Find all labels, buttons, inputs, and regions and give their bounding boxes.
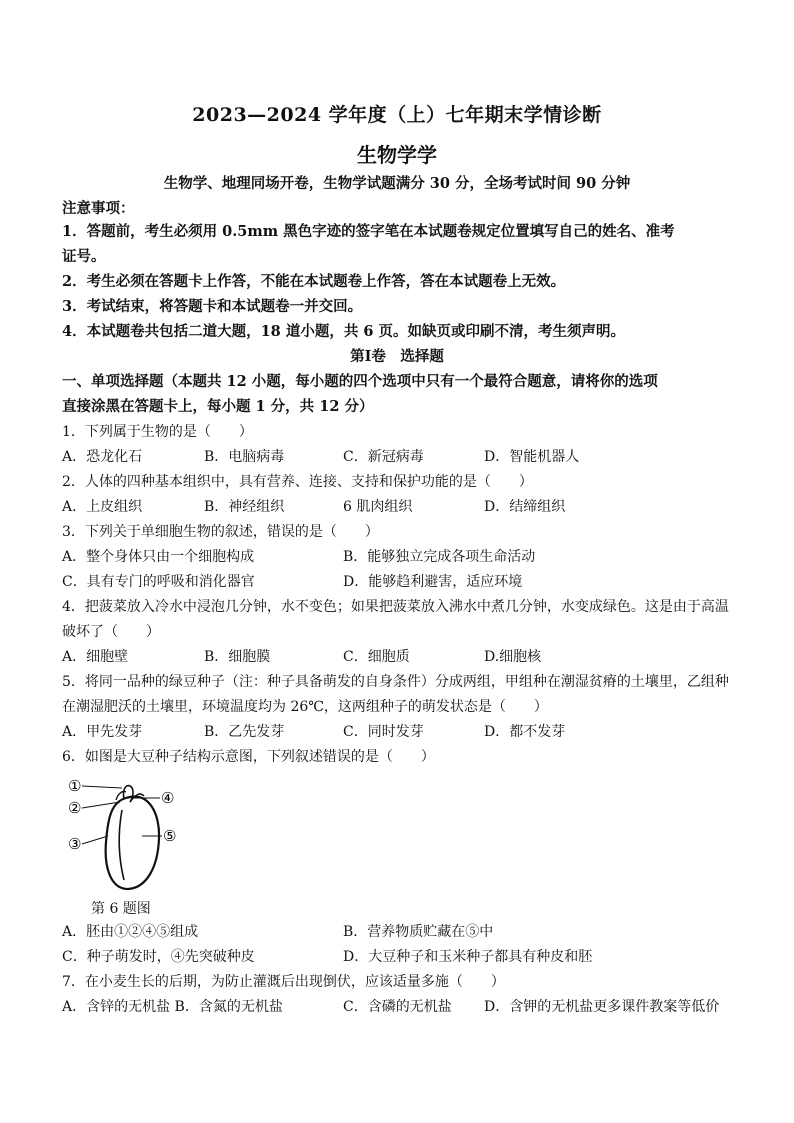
option-a: A．整个身体只由一个细胞构成 [62,549,255,565]
option-a: A．含锌的无机盐 B．含氮的无机盐 [62,999,283,1015]
option-a: A．细胞壁 [62,649,129,665]
option-d: D．能够趋利避害，适应环境 [343,574,523,590]
option-d: D．智能机器人 [484,449,580,465]
label-2: ② [68,799,82,817]
option-c: C．新冠病毒 [343,449,424,465]
exam-intro: 生物学、地理同场开卷，生物学试题满分 30 分，全场考试时间 90 分钟 [163,175,631,192]
option-d: D．都不发芽 [484,724,566,740]
option-c: C．细胞质 [343,649,410,665]
question-stem: 3．下列关于单细胞生物的叙述，错误的是（ ） [62,524,379,540]
option-a: A．上皮组织 [62,499,143,515]
cotyledon-line [119,810,124,880]
exam-title: 2023—2024 学年度（上）七年期末学情诊断 [192,104,602,126]
exam-subject: 生物学学 [357,143,437,167]
question-stem: 5．将同一品种的绿豆种子（注：种子具备萌发的自身条件）分成两组，甲组种在潮湿贫瘠的土壤里，乙组种 [62,674,729,690]
option-b: B．营养物质贮藏在⑤中 [343,924,494,940]
option-c: C．含磷的无机盐 [343,999,452,1015]
option-b: B．细胞膜 [204,649,271,665]
question-stem: 6．如图是大豆种子结构示意图，下列叙述错误的是（ ） [62,749,435,765]
soybean-seed-diagram [64,776,194,894]
section-heading: 直接涂黑在答题卡上，每小题 1 分，共 12 分） [62,398,374,415]
question-stem: 破坏了（ ） [62,624,160,640]
section-heading: 一、单项选择题（本题共 12 小题，每小题的四个选项中只有一个最符合题意，请将你的选项 [62,373,658,390]
label-4: ④ [161,789,175,807]
option-b: B．乙先发芽 [204,724,285,740]
option-c: C．同时发芽 [343,724,424,740]
question-stem: 2．人体的四种基本组织中，具有营养、连接、支持和保护功能的是（ ） [62,474,533,490]
option-c: C．具有专门的呼吸和消化器官 [62,574,255,590]
option-b: B．能够独立完成各项生命活动 [343,549,536,565]
option-d: D．大豆种子和玉米种子都具有种皮和胚 [343,949,593,965]
option-c: 6 肌肉组织 [343,499,413,515]
option-d: D.细胞核 [484,649,542,665]
option-d: D．结缔组织 [484,499,566,515]
option-d: D．含钾的无机盐更多课件教案等低价 [484,999,720,1015]
option-b: B．神经组织 [204,499,285,515]
option-a: A．甲先发芽 [62,724,143,740]
option-c: C．种子萌发时，④先突破种皮 [62,949,255,965]
notes-heading: 注意事项： [62,200,135,217]
question-stem: 在潮湿肥沃的土壤里，环境温度均为 26℃，这两组种子的萌发状态是（ ） [62,699,548,715]
option-b: B．电脑病毒 [204,449,285,465]
part-title: 第Ⅰ卷 选择题 [350,348,444,365]
note-item: 4．本试题卷共包括二道大题，18 道小题，共 6 页。如缺页或印刷不清，考生须声明。 [62,323,625,340]
note-item: 3．考试结束，将答题卡和本试题卷一并交回。 [62,298,363,315]
question-stem: 1．下列属于生物的是（ ） [62,424,253,440]
figure-caption: 第 6 题图 [91,901,151,917]
note-item: 证号。 [62,248,106,265]
label-1: ① [68,777,82,795]
question-stem: 4．把菠菜放入冷水中浸泡几分钟，水不变色；如果把菠菜放入沸水中煮几分钟，水变成绿色。这是由于高温 [62,599,729,615]
option-a: A．恐龙化石 [62,449,143,465]
seed-outline [106,797,159,889]
option-a: A．胚由①②④⑤组成 [62,924,199,940]
label-5: ⑤ [163,827,177,845]
label-3: ③ [68,835,82,853]
note-item: 2．考生必须在答题卡上作答，不能在本试题卷上作答，答在本试题卷上无效。 [62,273,566,290]
note-item: 1．答题前，考生必须用 0.5mm 黑色字迹的签字笔在本试题卷规定位置填写自己的姓名、准考 [62,223,675,240]
question-stem: 7．在小麦生长的后期，为防止灌溉后出现倒伏，应该适量多施（ ） [62,974,505,990]
